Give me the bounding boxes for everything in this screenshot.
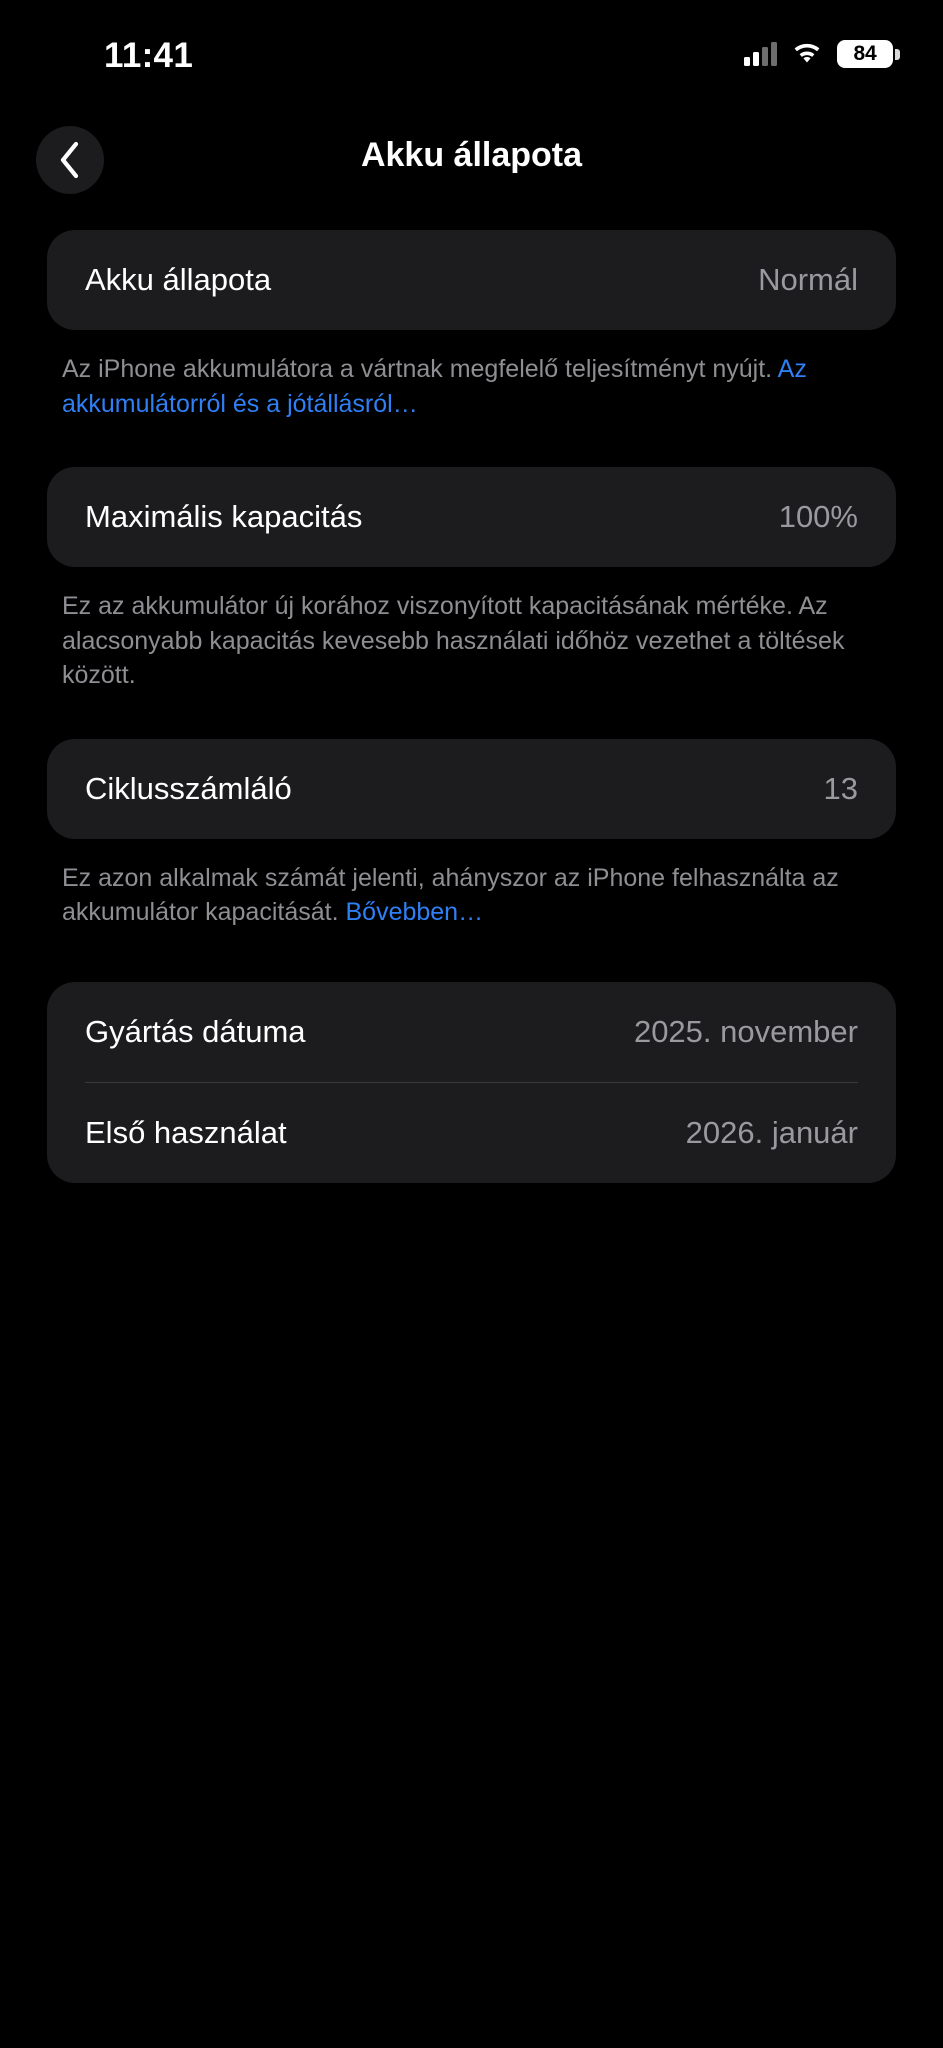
max-capacity-card[interactable] [47, 467, 896, 567]
footnote-cycle-count [62, 861, 883, 930]
row-label-max-capacity: Maximális kapacitás [85, 499, 363, 534]
footnote-text-cycle-count: Ez azon alkalmak számát jelenti, ahányszor az iPhone felhasználta az akkumulátor kapacitását. [62, 863, 839, 926]
row-cycle-count[interactable] [47, 739, 896, 839]
navigation-bar [0, 108, 943, 230]
status-indicators [744, 40, 893, 68]
footnote-max-capacity: Ez az akkumulátor új korához viszonyított kapacitásának mértéke. Az alacsonyabb kapacitás kevesebb használati időhöz vezethet a töltések között. [62, 592, 845, 689]
row-value-cycle-count: 13 [823, 770, 858, 806]
row-value-battery-health: Normál [758, 262, 858, 297]
row-value-max-capacity: 100% [778, 499, 858, 534]
dates-card [47, 982, 896, 1183]
cycle-count-more-link[interactable]: Bővebben… [345, 898, 484, 926]
status-time: 11:41 [104, 36, 194, 75]
row-label-battery-health: Akku állapota [85, 262, 272, 297]
battery-health-card[interactable] [47, 230, 896, 330]
row-label-cycle-count: Ciklusszámláló [85, 770, 292, 806]
row-value-first-use: 2026. január [685, 1114, 858, 1150]
row-value-manufacture-date: 2025. november [633, 1013, 858, 1049]
settings-content [0, 230, 943, 1183]
footnote-text-battery-health: Az iPhone akkumulátora a vártnak megfelelő teljesítményt nyújt. [62, 355, 778, 383]
row-max-capacity[interactable] [47, 467, 896, 567]
row-first-use [47, 1083, 896, 1183]
row-label-manufacture-date: Gyártás dátuma [85, 1013, 306, 1049]
footnote-battery-health [62, 352, 883, 421]
row-battery-health[interactable] [47, 230, 896, 330]
signal-bars-icon [744, 42, 777, 66]
battery-warranty-link[interactable]: Az akkumulátorról és a jótállásról… [62, 355, 807, 418]
battery-percent: 84 [853, 42, 877, 65]
row-label-first-use: Első használat [85, 1114, 287, 1150]
row-manufacture-date [47, 982, 896, 1082]
cycle-count-card[interactable] [47, 739, 896, 839]
battery-icon [837, 40, 893, 68]
wifi-icon [791, 42, 823, 66]
page-title: Akku állapota [360, 136, 583, 174]
status-bar [0, 0, 943, 108]
